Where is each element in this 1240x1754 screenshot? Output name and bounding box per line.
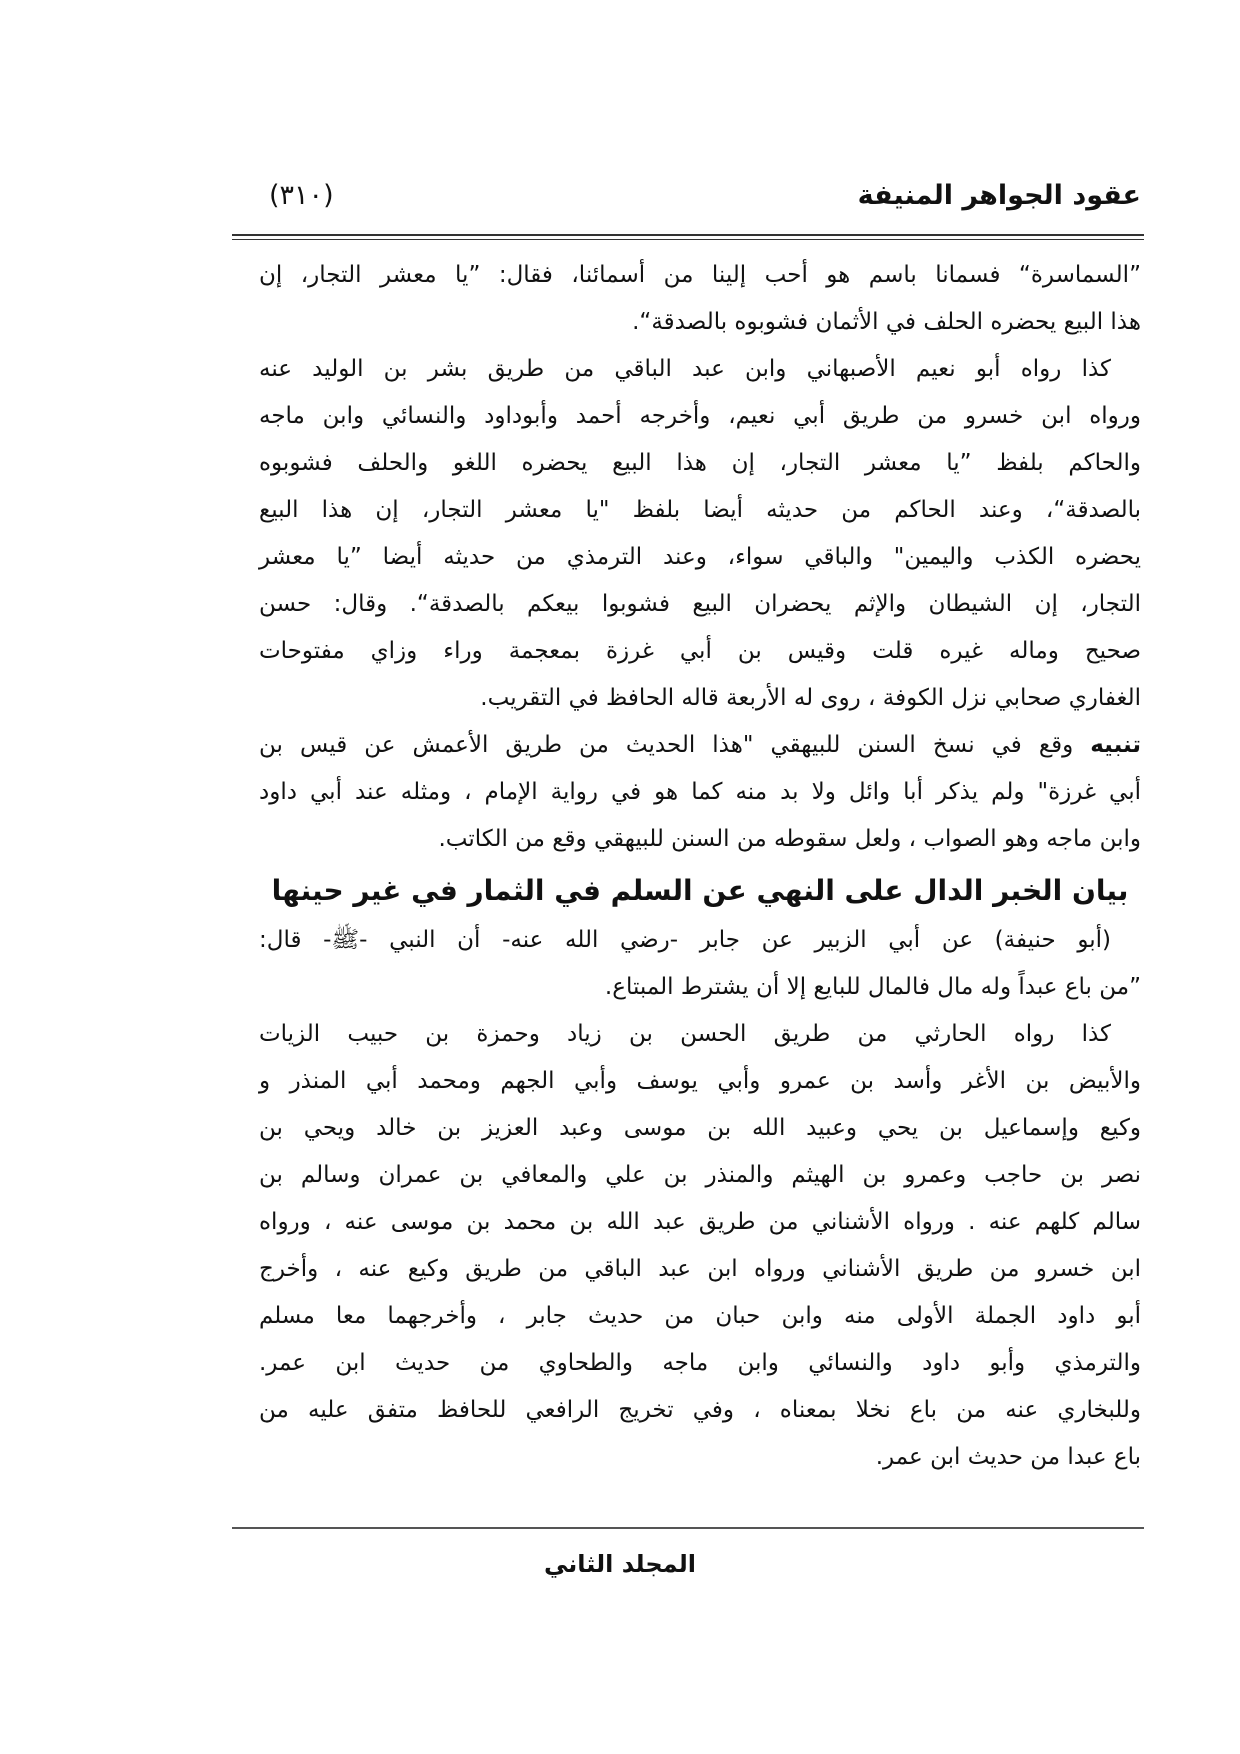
section-heading: بيان الخبر الدال على النهي عن السلم في الثمار في غير حينها	[271, 874, 1129, 907]
text-line: هذا البيع يحضره الحلف في الأثمان فشوبوه بالصدقة“.	[632, 309, 1141, 335]
text-line: والحاكم بلفظ ”يا معشر التجار، إن هذا البيع يحضره اللغو والحلف فشوبوه	[259, 450, 1141, 476]
volume-label: المجلد الثاني	[544, 1550, 696, 1578]
text-line: باع عبدا من حديث ابن عمر.	[875, 1444, 1141, 1470]
text-line	[259, 722, 1141, 769]
text-line: وابن ماجه وهو الصواب ، ولعل سقوطه من السنن للبيهقي وقع من الكاتب.	[438, 826, 1141, 852]
text-line: التجار، إن الشيطان والإثم يحضران البيع فشوبوا بيعكم بالصدقة“. وقال: حسن	[259, 591, 1141, 617]
book-title: عقود الجواهر المنيفة	[857, 180, 1141, 211]
running-header	[259, 180, 1141, 224]
text-line: ”من باع عبداً وله مال فالمال للبايع إلا أن يشترط المبتاع.	[604, 974, 1141, 1000]
text-line: سالم كلهم عنه . ورواه الأشناني من طريق عبد الله بن محمد بن موسى عنه ، ورواه	[259, 1209, 1141, 1235]
footer-rule	[232, 1527, 1144, 1529]
text-line: أبي غرزة" ولم يذكر أبا وائل ولا بد منه كما هو في رواية الإمام ، ومثله عند أبي داود	[259, 779, 1141, 805]
text-line: ”السماسرة“ فسمانا باسم هو أحب إلينا من أسمائنا، فقال: ”يا معشر التجار، إن	[259, 262, 1141, 288]
text-line: كذا رواه الحارثي من طريق الحسن بن زياد وحمزة بن حبيب الزيات	[259, 1021, 1111, 1047]
text-line: (أبو حنيفة) عن أبي الزبير عن جابر -رضي الله عنه- أن النبي -ﷺ- قال:	[259, 927, 1111, 953]
header-double-rule	[232, 234, 1144, 240]
text-line: الغفاري صحابي نزل الكوفة ، روى له الأربعة قاله الحافظ في التقريب.	[480, 685, 1141, 711]
note-lead: تنبيه	[1090, 732, 1141, 758]
text-line: صحيح وماله غيره قلت وقيس بن أبي غرزة بمعجمة وراء وزاي مفتوحات	[259, 638, 1141, 664]
text-line: كذا رواه أبو نعيم الأصبهاني وابن عبد الباقي من طريق بشر بن الوليد عنه	[259, 356, 1111, 382]
text-line: ابن خسرو من طريق الأشناني ورواه ابن عبد الباقي من طريق وكيع عنه ، وأخرج	[259, 1256, 1141, 1282]
text-line: بالصدقة“، وعند الحاكم من حديثه أيضا بلفظ "يا معشر التجار، إن هذا البيع	[259, 497, 1141, 523]
text-line: وكيع وإسماعيل بن يحي وعبيد الله بن موسى وعبد العزيز بن خالد ويحي بن	[259, 1115, 1141, 1141]
text-line: أبو داود الجملة الأولى منه وابن حبان من حديث جابر ، وأخرجهما معا مسلم	[259, 1303, 1141, 1329]
text-span: وقع في نسخ السنن للبيهقي "هذا الحديث من طريق الأعمش عن قيس بن	[259, 732, 1074, 758]
page-body	[259, 252, 1141, 1481]
text-line: يحضره الكذب واليمين" والباقي سواء، وعند الترمذي من حديثه أيضا ”يا معشر	[259, 544, 1141, 570]
text-line: وللبخاري عنه من باع نخلا بمعناه ، وفي تخريج الرافعي للحافظ متفق عليه من	[259, 1397, 1141, 1423]
text-line: نصر بن حاجب وعمرو بن الهيثم والمنذر بن علي والمعافي بن عمران وسالم بن	[259, 1162, 1141, 1188]
text-line: ورواه ابن خسرو من طريق أبي نعيم، وأخرجه أحمد وأبوداود والنسائي وابن ماجه	[259, 403, 1141, 429]
page-number: (٣١٠)	[269, 180, 334, 211]
text-line: والترمذي وأبو داود والنسائي وابن ماجه والطحاوي من حديث ابن عمر.	[259, 1350, 1141, 1376]
text-line: والأبيض بن الأغر وأسد بن عمرو وأبي يوسف وأبي الجهم ومحمد أبي المنذر و	[259, 1068, 1141, 1094]
